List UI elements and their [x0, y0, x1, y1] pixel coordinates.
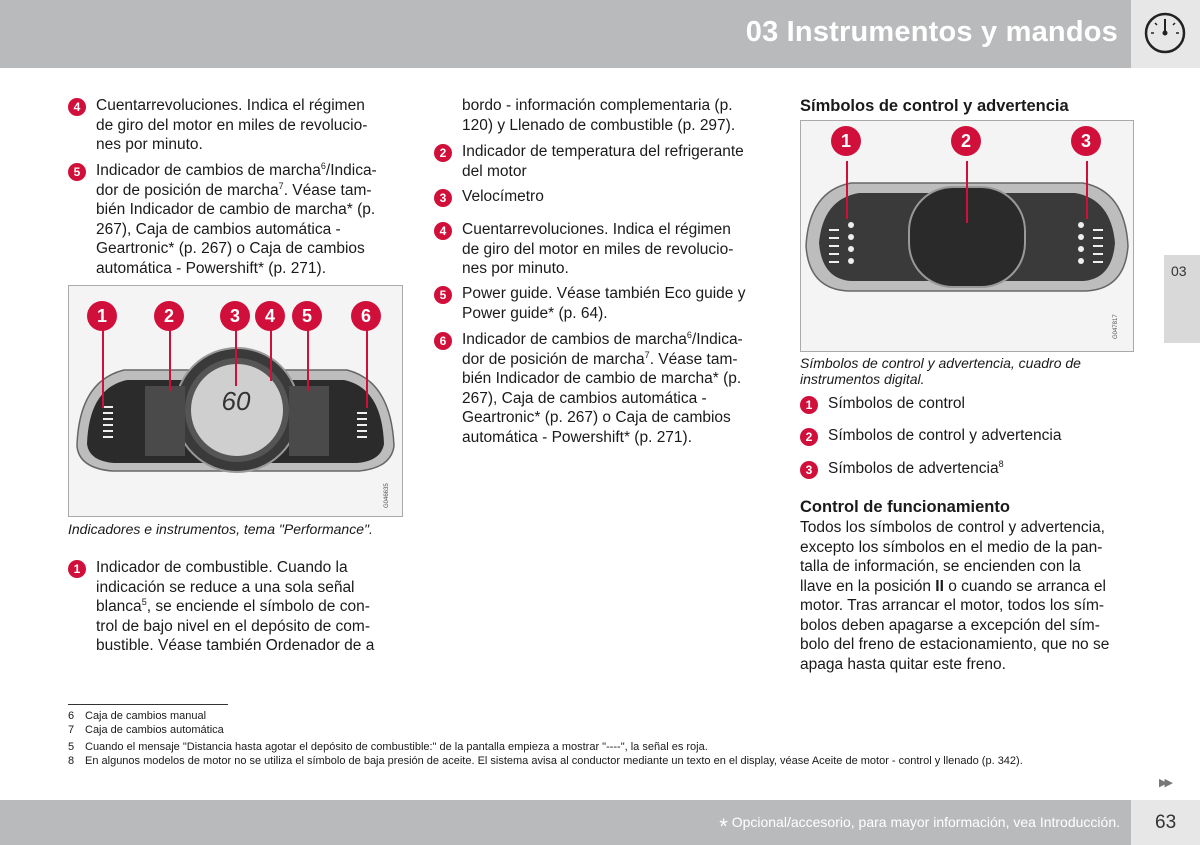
item-number-badge: 6 [434, 332, 452, 350]
footnote-text: Caja de cambios manual [85, 710, 207, 722]
item-text: Indicador de cambios de marcha$^6$/Indica- dor de posición de marcha$^7$. Véase tam- bién Indicador de cambio de marcha* (p. 267), Caja de cambios automática - Geartronic* (p. 267) o Caja de cambios automática - Powershift* (p. 271). [462, 330, 743, 446]
chapter-side-tab[interactable] [1164, 255, 1200, 343]
item-text: Símbolos de control y advertencia [828, 427, 1062, 444]
item-text: Símbolos de control [828, 395, 965, 412]
callout-leader [366, 326, 368, 408]
callout-leader [307, 326, 309, 391]
footnotes [68, 704, 1023, 768]
footnote [68, 741, 1023, 755]
item-text: Power guide. Véase también Eco guide y Power guide* (p. 64). [462, 285, 746, 322]
paragraph-line: llave en la posición II o cuando se arranca el [800, 577, 1106, 595]
footnote-number: 5 [68, 741, 75, 753]
page-header [0, 0, 1200, 68]
item-text: Cuentarrevoluciones. Indica el régimen de giro del motor en miles de revolucio- nes por minuto. [96, 97, 368, 153]
callout-3: 3 [1071, 126, 1101, 156]
item-number-badge: 3 [434, 189, 452, 207]
callout-leader [270, 326, 272, 381]
paragraph-line: excepto los símbolos en el medio de la pan- [800, 538, 1103, 556]
instrument-cluster-figure [68, 285, 403, 517]
paragraph-line: bolo del freno de estacionamiento, que no se [800, 636, 1110, 653]
callout-2: 2 [154, 301, 184, 331]
footer-note-text: Opcional/accesorio, para mayor información, vea Introducción. [731, 814, 1120, 830]
callout-1: 1 [831, 126, 861, 156]
double-arrow-right-icon[interactable]: ▶▶ [1159, 777, 1170, 789]
callout-leader [169, 326, 171, 391]
item-text: Cuentarrevoluciones. Indica el régimen de giro del motor en miles de revolucio- nes por minuto. [462, 221, 734, 277]
item-text: Símbolos de advertencia$^8$ [828, 459, 1004, 477]
item-number-badge: 4 [434, 222, 452, 240]
asterisk-icon: * [719, 814, 728, 839]
item-text: Indicador de temperatura del refrigerante del motor [462, 143, 744, 180]
continued-text: bordo - información complementaria (p. 120) y Llenado de combustible (p. 297). [462, 97, 736, 134]
callout-5: 5 [292, 301, 322, 331]
footnote [68, 755, 1023, 769]
section-heading: Símbolos de control y advertencia [800, 97, 1069, 115]
footnote-text: En algunos modelos de motor no se utiliza el símbolo de baja presión de aceite. El sistema avisa al conductor mediante un texto en el display, véase Aceite de motor - control y llenado (p. 342). [85, 754, 1023, 767]
page-number-box [1131, 800, 1200, 845]
footnote [68, 710, 1023, 724]
item-number-badge: 1 [68, 560, 86, 578]
chapter-icon-box [1131, 0, 1200, 68]
footnote-text: Cuando el mensaje "Distancia hasta agotar el depósito de combustible:" de la pantalla empieza a mostrar "----", la señal es roja. [85, 741, 708, 753]
subsection-heading: Control de funcionamiento [800, 498, 1010, 516]
speedometer-gauge-icon [1143, 11, 1187, 55]
side-tab-label: 03 [1171, 263, 1187, 279]
footnote-text: Caja de cambios automática [85, 723, 224, 736]
figure-caption: Indicadores e instrumentos, tema "Performance". [68, 521, 373, 537]
paragraph-line: Todos los símbolos de control y advertencia, [800, 519, 1105, 536]
callout-1: 1 [87, 301, 117, 331]
function-control-paragraph [800, 518, 1135, 674]
item-number-badge: 5 [434, 286, 452, 304]
callout-leader [1086, 161, 1088, 219]
footnote-number: 7 [68, 723, 75, 736]
warning-symbols-figure [800, 120, 1134, 352]
callout-leader [235, 326, 237, 386]
footnote-rule [68, 704, 228, 705]
callout-3: 3 [220, 301, 250, 331]
footnote-number: 8 [68, 754, 75, 767]
callout-4: 4 [255, 301, 285, 331]
item-number-badge: 4 [68, 98, 86, 116]
image-code: G046635 [384, 483, 390, 508]
item-number-badge: 2 [800, 428, 818, 446]
chapter-title: 03 Instrumentos y mandos [745, 16, 1118, 48]
callout-2: 2 [951, 126, 981, 156]
callout-6: 6 [351, 301, 381, 331]
footnote-number: 6 [68, 710, 75, 722]
figure-caption: Símbolos de control y advertencia, cuadro de instrumentos digital. [800, 355, 1081, 387]
speed-readout: 60 [221, 386, 251, 416]
footnote [68, 724, 1023, 738]
item-number-badge: 5 [68, 163, 86, 181]
paragraph-line: talla de información, se encienden con la [800, 558, 1081, 575]
paragraph-line: apaga hasta quitar este freno. [800, 655, 1006, 673]
item-number-badge: 1 [800, 396, 818, 414]
item-number-badge: 3 [800, 461, 818, 479]
optional-accessory-note [719, 814, 1120, 840]
item-text: Indicador de combustible. Cuando la indicación se reduce a una sola señal blanca$^5$, se enciende el símbolo de con- trol de bajo nivel en el depósito de com- bustible. Véase también Ordenador de a [96, 559, 375, 654]
item-text: Indicador de cambios de marcha$^6$/Indica- dor de posición de marcha$^7$. Véase tam- bién Indicador de cambio de marcha* (p. 267), Caja de cambios automática - Geartronic* (p. 267) o Caja de cambios automática - Powershift* (p. 271). [96, 161, 377, 277]
callout-leader [846, 161, 848, 219]
page-footer [0, 800, 1200, 845]
page-number: 63 [1155, 812, 1177, 833]
paragraph-line: motor. Tras arrancar el motor, todos los sím- [800, 597, 1105, 614]
callout-leader [102, 326, 104, 408]
paragraph-line: bolos deben apagarse a excepción del sím- [800, 616, 1100, 634]
callout-leader [966, 161, 968, 223]
item-text: Velocímetro [462, 188, 544, 205]
image-code: G047817 [1113, 314, 1119, 339]
item-number-badge: 2 [434, 144, 452, 162]
